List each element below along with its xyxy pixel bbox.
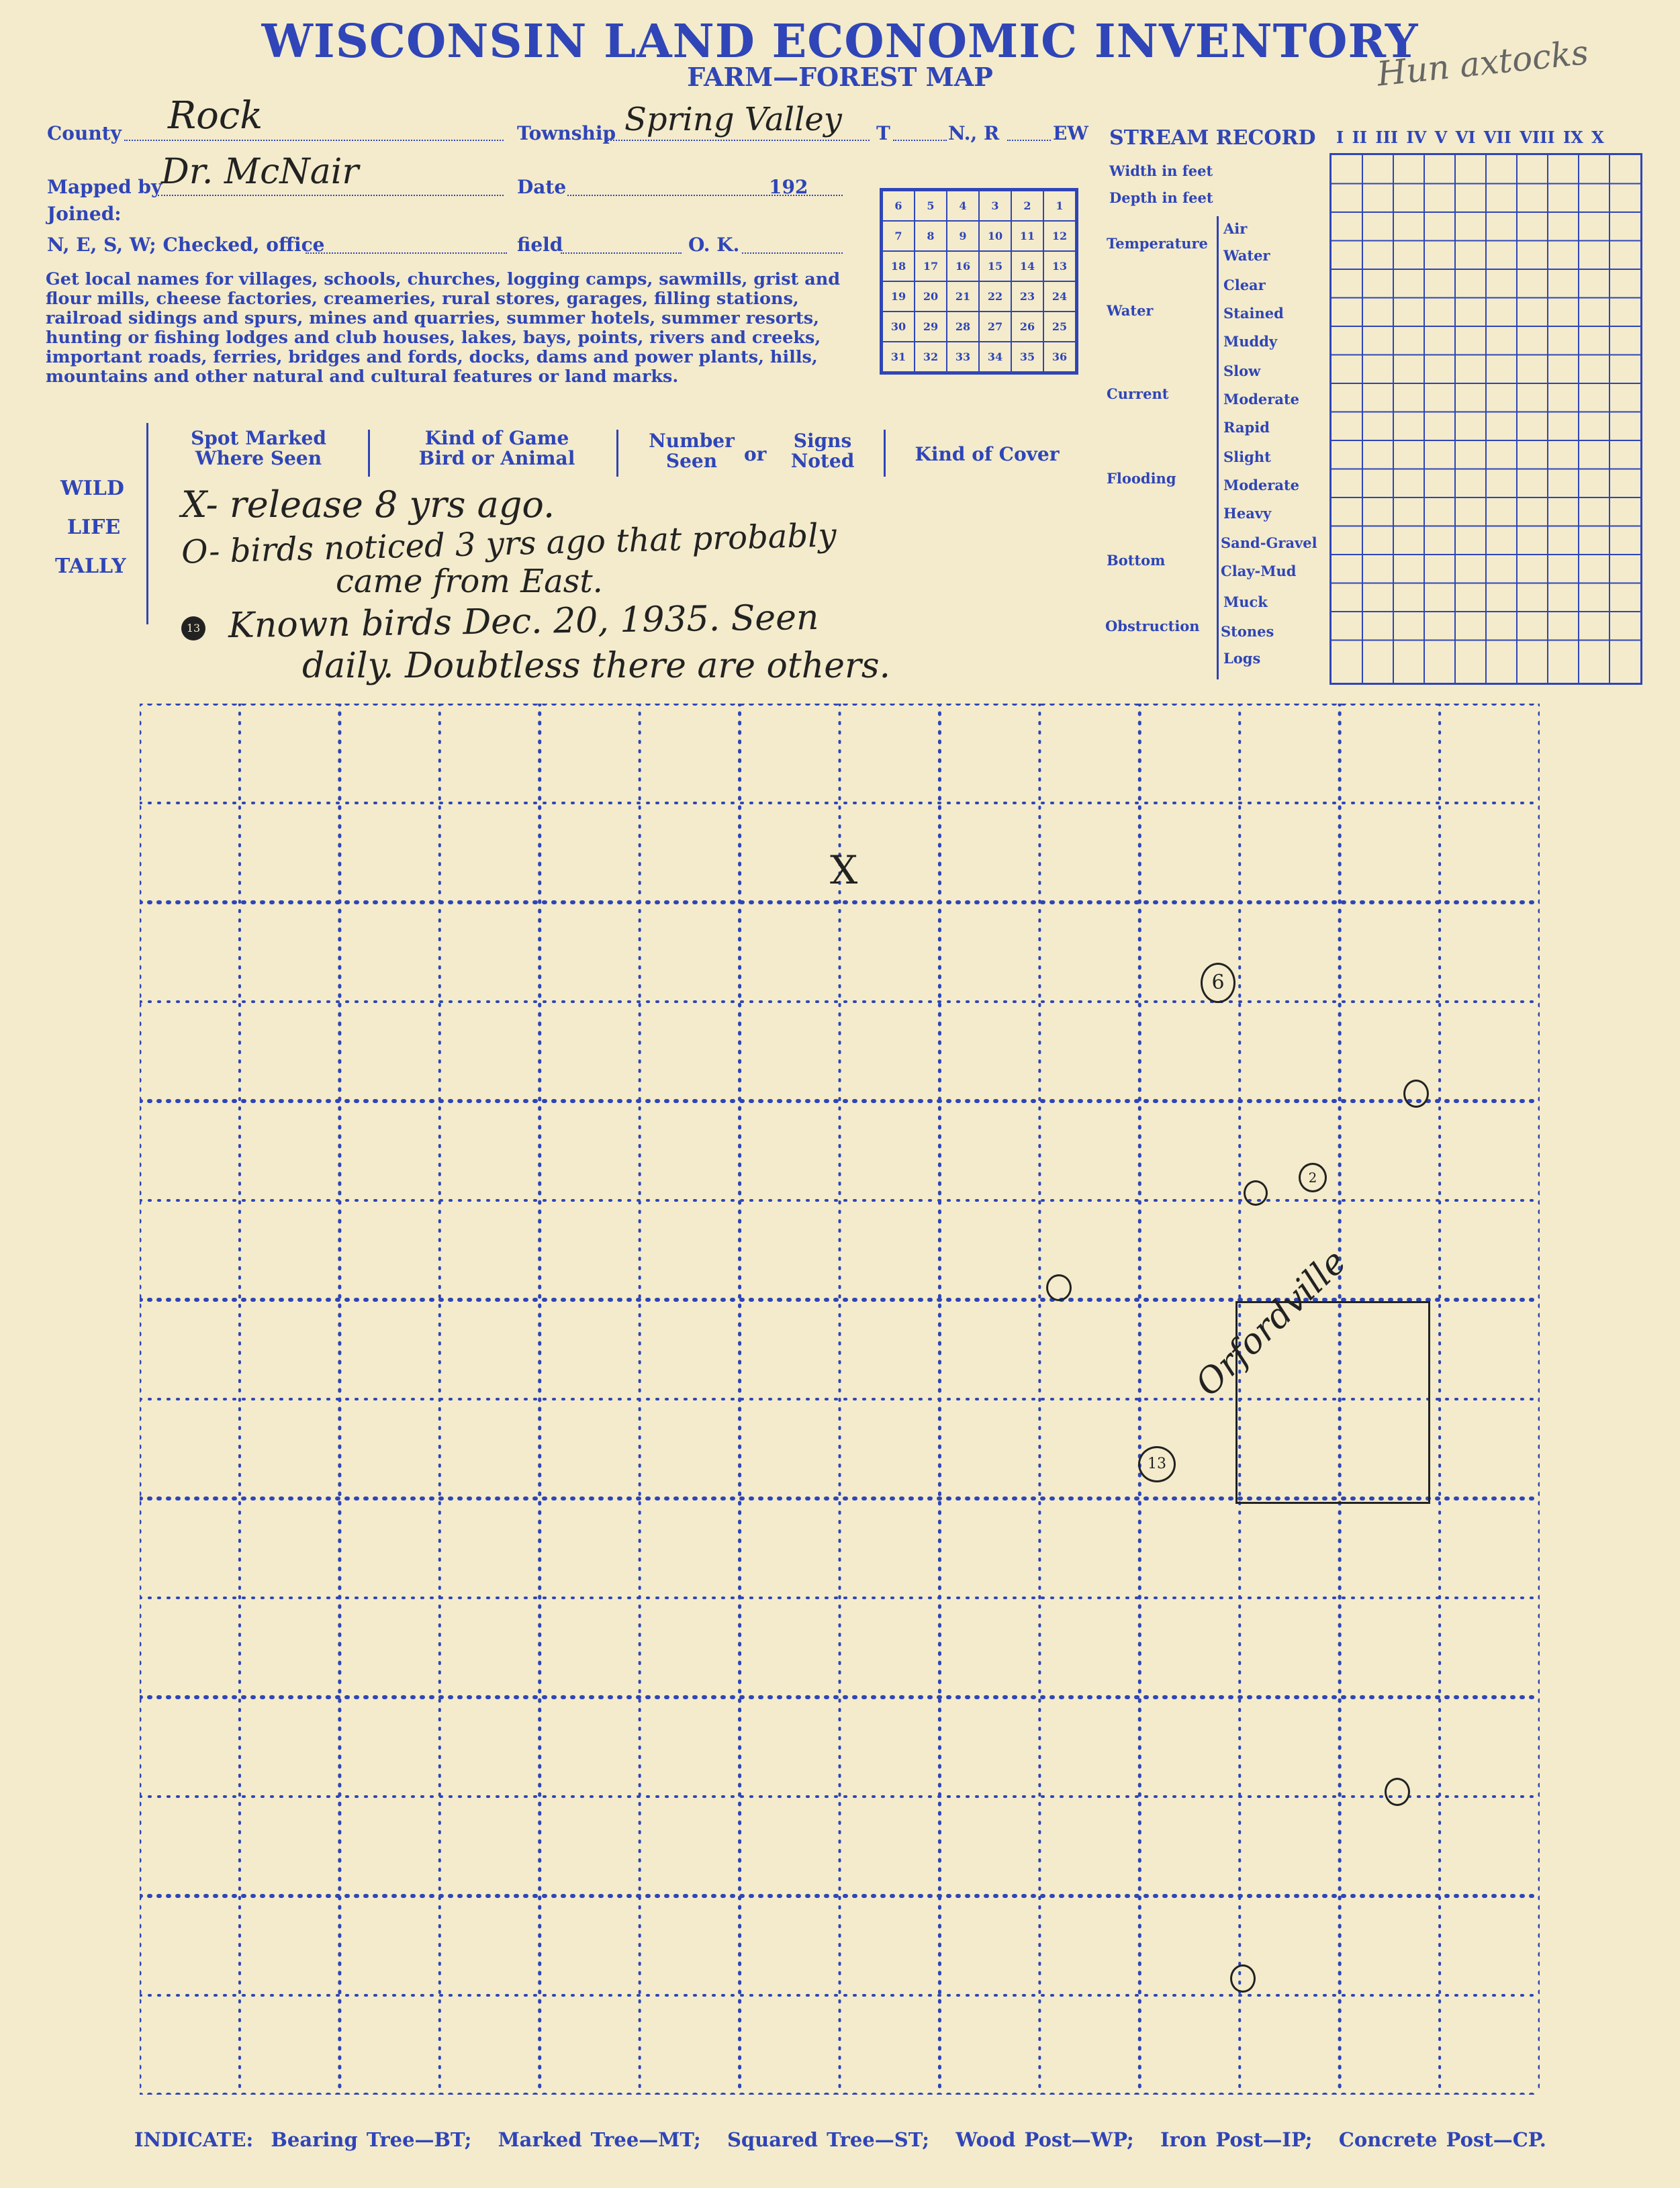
section-cell: 5 (915, 191, 947, 221)
tally-note-2: O- birds noticed 3 yrs ago that probably (181, 516, 837, 571)
section-cell: 9 (947, 221, 979, 251)
township-section-grid (880, 188, 1078, 375)
rapid-label: Rapid (1223, 419, 1270, 436)
map-circle-13 (1138, 1446, 1176, 1482)
section-cell: 25 (1043, 312, 1076, 342)
t-line (893, 140, 947, 141)
section-cell: 34 (979, 342, 1011, 372)
stream-record-grid (1329, 153, 1642, 685)
section-cell: 8 (915, 221, 947, 251)
field-label: field (517, 234, 563, 256)
section-cell: 20 (915, 281, 947, 312)
section-cell: 31 (882, 342, 915, 372)
map-circle (1244, 1180, 1268, 1206)
indicate-legend: INDICATE: Bearing Tree—BT; Marked Tree—MT; Squared Tree—ST; Wood Post—WP; Iron Post—IP; Concrete Post—CP. (134, 2128, 1546, 2151)
ew-label: EW (1053, 122, 1088, 144)
section-cell: 27 (979, 312, 1011, 342)
t-label: T (876, 122, 890, 144)
air-label: Air (1223, 220, 1248, 237)
map-circle (1403, 1080, 1429, 1108)
township-value: Spring Valley (624, 101, 842, 138)
township-label: Township (517, 122, 616, 144)
ok-label: O. K. (688, 234, 740, 256)
section-cell: 35 (1011, 342, 1043, 372)
moderate-label: Moderate (1223, 391, 1300, 408)
clear-label: Clear (1223, 277, 1266, 293)
section-cell: 14 (1011, 251, 1043, 281)
section-cell: 2 (1011, 191, 1043, 221)
section-cell: 3 (979, 191, 1011, 221)
tally-label: TALLY (55, 555, 126, 578)
section-cell: 13 (1043, 251, 1076, 281)
wild-label: WILD (60, 477, 124, 500)
section-cell: 15 (979, 251, 1011, 281)
map-circle-6 (1201, 963, 1235, 1003)
section-cell: 12 (1043, 221, 1076, 251)
nesw-label: N, E, S, W; Checked, office (47, 234, 325, 256)
width-label: Width in feet (1109, 162, 1213, 179)
temperature-label: Temperature (1107, 235, 1208, 252)
current-label: Current (1107, 385, 1169, 402)
stones-label: Stones (1221, 623, 1274, 640)
map-circle (1385, 1778, 1410, 1806)
section-cell: 28 (947, 312, 979, 342)
section-cell: 23 (1011, 281, 1043, 312)
stream-label-bracket (1217, 216, 1219, 679)
tally-note-4-marker (181, 616, 205, 640)
map-circle (1046, 1274, 1072, 1301)
r-line (1007, 140, 1051, 141)
stream-record-columns: I II III IV V VI VII VIII IX X (1336, 128, 1604, 147)
col-number-seen: Number Seen (649, 430, 735, 472)
county-label: County (47, 122, 122, 144)
moderate2-label: Moderate (1223, 477, 1300, 493)
muck-label: Muck (1223, 593, 1268, 610)
section-cell: 33 (947, 342, 979, 372)
sand-gravel-label: Sand-Gravel (1221, 534, 1317, 551)
field-line (561, 252, 682, 254)
map-circle (1230, 1964, 1256, 1993)
map-circle-2 (1299, 1163, 1327, 1192)
mapped-by-line (158, 195, 504, 196)
section-cell: 29 (915, 312, 947, 342)
section-cell: 24 (1043, 281, 1076, 312)
section-cell: 21 (947, 281, 979, 312)
section-cell: 36 (1043, 342, 1076, 372)
col-kind-of-cover: Kind of Cover (915, 443, 1060, 465)
col-signs-noted: Signs Noted (790, 430, 855, 472)
orfordville-label: Orfordville (1188, 1241, 1354, 1405)
map-circle-13-text: 13 (1148, 1456, 1166, 1472)
col-divider-3 (884, 430, 886, 477)
county-value: Rock (168, 94, 263, 138)
township-line (608, 140, 870, 141)
release-x-mark: X (830, 847, 858, 893)
mapped-by-value: Dr. McNair (161, 152, 359, 192)
form-subtitle: FARM—FOREST MAP (687, 62, 993, 92)
form-title: WISCONSIN LAND ECONOMIC INVENTORY (261, 15, 1419, 68)
section-cell: 18 (882, 251, 915, 281)
stained-label: Stained (1223, 305, 1284, 322)
life-label: LIFE (67, 516, 121, 539)
section-cell: 1 (1043, 191, 1076, 221)
map-circle-2-text: 2 (1308, 1170, 1317, 1186)
year-label: 192 (769, 176, 808, 198)
section-cell: 11 (1011, 221, 1043, 251)
slight-label: Slight (1223, 448, 1271, 465)
flooding-label: Flooding (1107, 470, 1176, 487)
section-cell: 30 (882, 312, 915, 342)
ok-line (742, 252, 843, 254)
clay-mud-label: Clay-Mud (1221, 563, 1297, 579)
n-r-label: N., R (948, 122, 1000, 144)
section-cell: 4 (947, 191, 979, 221)
water-label: Water (1107, 302, 1154, 319)
col-divider-1 (368, 430, 370, 477)
tally-note-4: Known birds Dec. 20, 1935. Seen (228, 597, 819, 647)
section-cell: 22 (979, 281, 1011, 312)
tally-note-3: came from East. (336, 563, 603, 600)
col-kind-of-game: Kind of Game Bird or Animal (418, 427, 575, 469)
joined-label: Joined: (47, 203, 122, 225)
section-cell: 6 (882, 191, 915, 221)
section-cell: 32 (915, 342, 947, 372)
corner-handwritten-note: Hun axtocks (1374, 32, 1591, 94)
depth-label: Depth in feet (1109, 189, 1213, 206)
stream-record-title: STREAM RECORD (1109, 126, 1316, 150)
tally-note-4-marker-text: 13 (186, 622, 201, 634)
section-cell: 26 (1011, 312, 1043, 342)
tally-left-bar (146, 423, 148, 624)
muddy-label: Muddy (1223, 333, 1278, 350)
section-cell: 17 (915, 251, 947, 281)
slow-label: Slow (1223, 363, 1261, 379)
office-line (306, 252, 507, 254)
section-cell: 19 (882, 281, 915, 312)
col-or: or (744, 443, 767, 465)
tally-note-5: daily. Doubtless there are others. (302, 646, 891, 686)
section-cell: 10 (979, 221, 1011, 251)
section-cell: 16 (947, 251, 979, 281)
water-temp-label: Water (1223, 247, 1270, 264)
section-cell: 7 (882, 221, 915, 251)
map-circle-6-text: 6 (1211, 971, 1225, 994)
logs-label: Logs (1223, 650, 1261, 667)
instructions-paragraph: Get local names for villages, schools, churches, logging camps, sawmills, grist and flour mills, cheese factories, creameries, rural stores, garages, filling stations, railroad sidings and spurs, mines and quarries, summer hotels, summer resorts, hunting or fishing lodges and club houses, lakes, bays, points, rivers and creeks, important roads, ferries, bridges and fords, docks, dams and power plants, hills, mountains and other natural and cultural features or land marks. (46, 269, 841, 387)
col-spot-marked: Spot Marked Where Seen (191, 427, 326, 469)
county-line (124, 140, 504, 141)
obstruction-label: Obstruction (1105, 618, 1200, 634)
tally-note-1: X- release 8 yrs ago. (181, 483, 555, 526)
bottom-label: Bottom (1107, 552, 1166, 569)
date-label: Date (517, 176, 567, 198)
mapped-by-label: Mapped by (47, 176, 162, 198)
heavy-label: Heavy (1223, 505, 1272, 522)
col-divider-2 (616, 430, 618, 477)
